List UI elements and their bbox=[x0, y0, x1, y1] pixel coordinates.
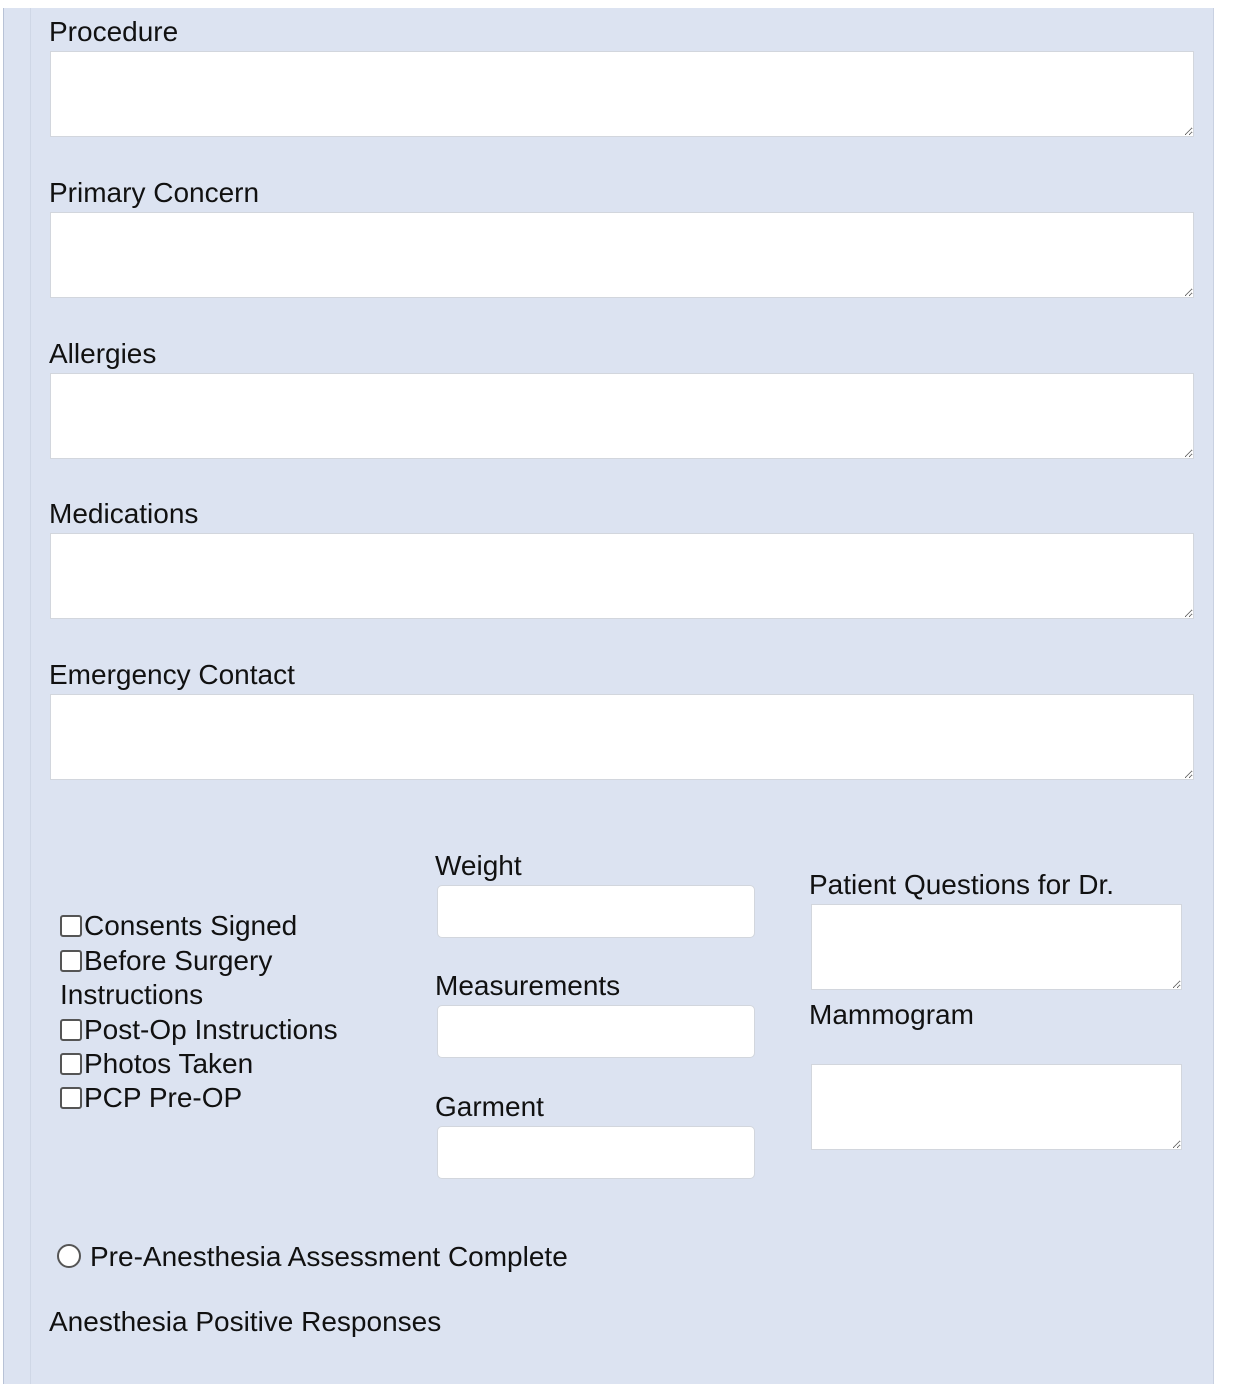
weight-label: Weight bbox=[435, 850, 522, 881]
medications-field[interactable] bbox=[50, 533, 1194, 619]
mammogram-field[interactable] bbox=[811, 1064, 1182, 1150]
emergency-contact-field[interactable] bbox=[50, 694, 1194, 780]
measurements-label: Measurements bbox=[435, 970, 621, 1001]
photos-taken-row[interactable] bbox=[60, 1047, 253, 1081]
anesthesia-positive-label: Anesthesia Positive Responses bbox=[49, 1306, 442, 1337]
consents-signed-checkbox[interactable] bbox=[60, 915, 82, 937]
panel-divider bbox=[30, 8, 31, 1384]
post-op-checkbox[interactable] bbox=[60, 1019, 82, 1041]
consents-signed-row[interactable] bbox=[60, 909, 297, 943]
pre-anesthesia-label[interactable]: Pre-Anesthesia Assessment Complete bbox=[90, 1241, 568, 1272]
weight-input[interactable] bbox=[437, 885, 755, 938]
allergies-label: Allergies bbox=[49, 338, 157, 369]
before-surgery-checkbox[interactable] bbox=[60, 950, 82, 972]
patient-questions-field[interactable] bbox=[811, 904, 1182, 990]
primary-concern-field[interactable] bbox=[50, 212, 1194, 298]
garment-label: Garment bbox=[435, 1091, 544, 1122]
consents-signed-label: Consents Signed bbox=[84, 910, 298, 941]
photos-taken-checkbox[interactable] bbox=[60, 1053, 82, 1075]
post-op-label: Post-Op Instructions bbox=[84, 1014, 338, 1045]
pre-anesthesia-radio[interactable] bbox=[57, 1244, 81, 1268]
allergies-field[interactable] bbox=[50, 373, 1194, 459]
pcp-pre-op-row[interactable] bbox=[60, 1081, 242, 1115]
before-surgery-row[interactable] bbox=[60, 944, 272, 978]
measurements-input[interactable] bbox=[437, 1005, 755, 1058]
patient-questions-label: Patient Questions for Dr. bbox=[809, 869, 1115, 900]
procedure-field[interactable] bbox=[50, 51, 1194, 137]
before-surgery-label-continued: Instructions bbox=[60, 979, 204, 1010]
mammogram-label: Mammogram bbox=[809, 999, 974, 1030]
medications-label: Medications bbox=[49, 498, 199, 529]
primary-concern-label: Primary Concern bbox=[49, 177, 260, 208]
before-surgery-row-continued bbox=[60, 978, 203, 1012]
emergency-contact-label: Emergency Contact bbox=[49, 659, 295, 690]
before-surgery-label: Before Surgery bbox=[84, 945, 273, 976]
garment-input[interactable] bbox=[437, 1126, 755, 1179]
pcp-pre-op-checkbox[interactable] bbox=[60, 1087, 82, 1109]
photos-taken-label: Photos Taken bbox=[84, 1048, 254, 1079]
procedure-label: Procedure bbox=[49, 16, 179, 47]
post-op-row[interactable] bbox=[60, 1013, 338, 1047]
pcp-pre-op-label: PCP Pre-OP bbox=[84, 1082, 243, 1113]
